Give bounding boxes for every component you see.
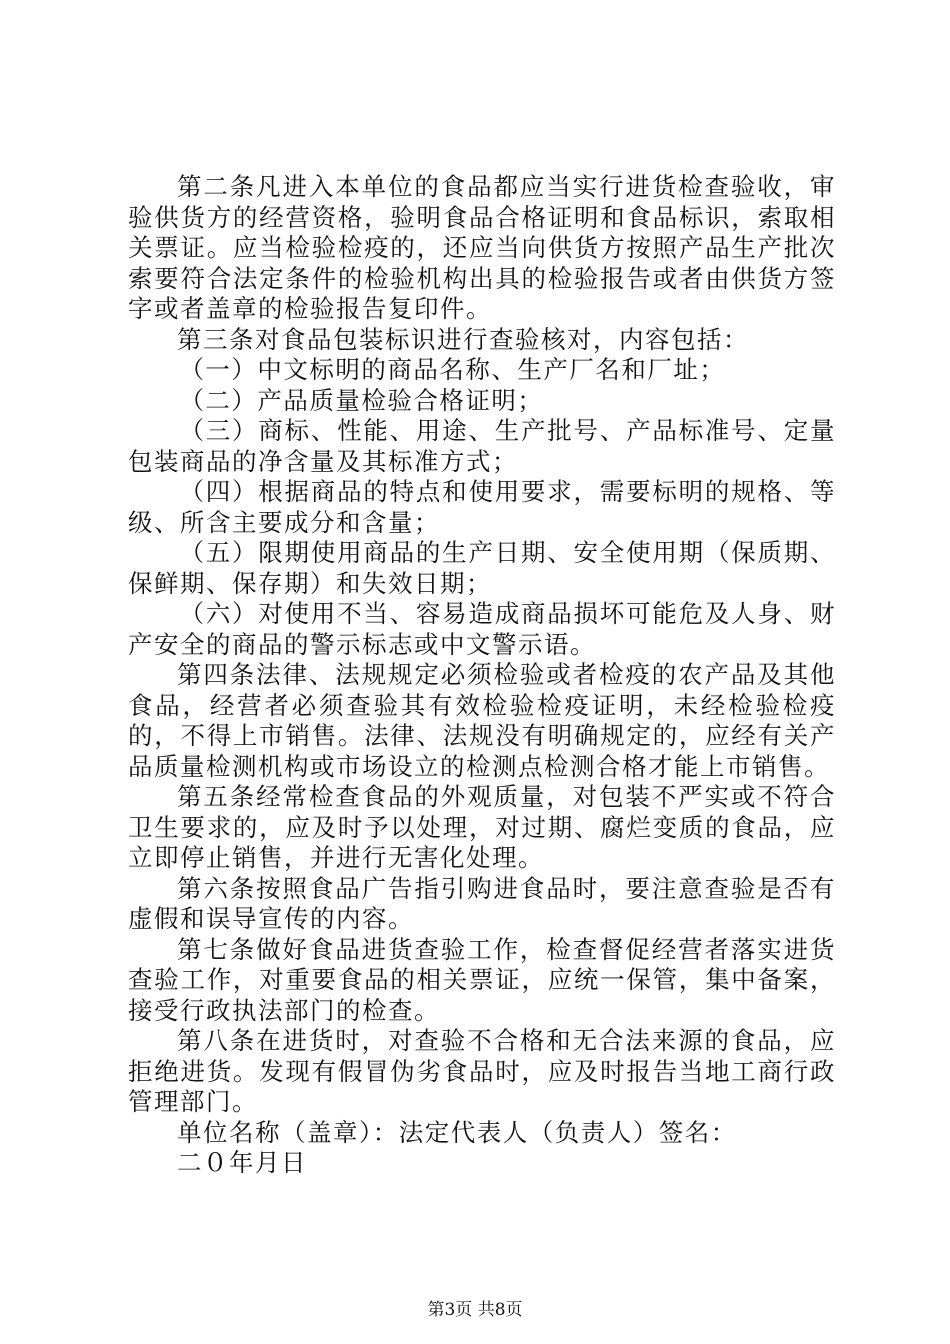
article-3-paragraph: 第三条对食品包装标识进行查验核对，内容包括： xyxy=(177,324,749,354)
list-item: （二）产品质量检验合格证明； xyxy=(179,385,544,415)
signature-line: 单位名称（盖章）：法定代表人（负责人）签名： xyxy=(177,1117,737,1147)
list-item: （六）对使用不当、容易造成商品损坏可能危及人身、财产安全的商品的警示标志或中文警示语。 xyxy=(128,599,836,659)
article-7-paragraph: 第七条做好食品进货查验工作，检查督促经营者落实进货查验工作，对重要食品的相关票证，应统一保管，集中备案，接受行政执法部门的检查。 xyxy=(128,934,836,1025)
list-item: （四）根据商品的特点和使用要求，需要标明的规格、等级、所含主要成分和含量； xyxy=(128,477,836,537)
article-2-paragraph: 第二条凡进入本单位的食品都应当实行进货检查验收，审验供货方的经营资格，验明食品合格证明和食品标识，索取相关票证。应当检验检疫的，还应当向供货方按照产品生产批次索要符合法定条件的检验机构出具的检验报告或者由供货方签字或者盖章的检验报告复印件。 xyxy=(128,172,836,323)
article-6-paragraph: 第六条按照食品广告指引购进食品时，要注意查验是否有虚假和误导宣传的内容。 xyxy=(128,873,836,933)
article-5-paragraph: 第五条经常检查食品的外观质量，对包装不严实或不符合卫生要求的，应及时予以处理，对过期、腐烂变质的食品，应立即停止销售，并进行无害化处理。 xyxy=(128,782,836,872)
date-line: 二０年月日 xyxy=(177,1148,307,1177)
page-footer: 第3页 共8页 xyxy=(427,1300,523,1320)
document-body xyxy=(128,172,836,1179)
article-8-paragraph: 第八条在进货时，对查验不合格和无合法来源的食品，应拒绝进货。发现有假冒伪劣食品时，应及时报告当地工商行政管理部门。 xyxy=(128,1026,836,1116)
list-item: （五）限期使用商品的生产日期、安全使用期（保质期、保鲜期、保存期）和失效日期； xyxy=(128,538,836,598)
list-item: （三）商标、性能、用途、生产批号、产品标准号、定量包装商品的净含量及其标准方式； xyxy=(128,416,836,476)
article-4-paragraph: 第四条法律、法规规定必须检验或者检疫的农产品及其他食品，经营者必须查验其有效检验检疫证明，未经检验检疫的，不得上市销售。法律、法规没有明确规定的，应经有关产品质量检测机构或市场设立的检测点检测合格才能上市销售。 xyxy=(128,660,836,781)
list-item: （一）中文标明的商品名称、生产厂名和厂址； xyxy=(179,355,726,384)
